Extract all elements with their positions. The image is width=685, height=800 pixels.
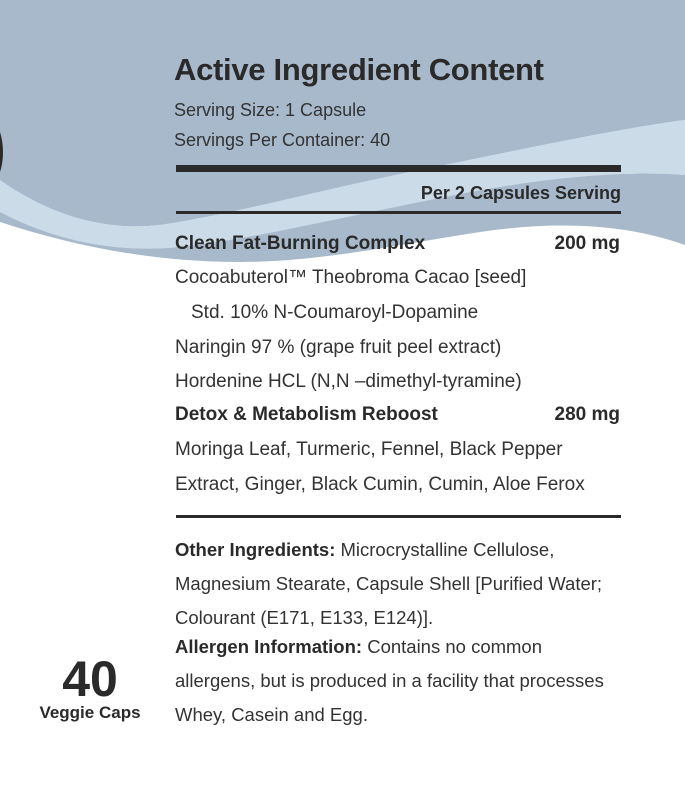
allergen-information [175, 630, 625, 732]
group-name: Clean Fat-Burning Complex [175, 233, 426, 254]
divider-thick [176, 165, 621, 172]
divider [176, 211, 621, 214]
caps-label: Veggie Caps [39, 703, 141, 722]
other-ingredients [175, 533, 625, 635]
other-ingredients-text: Microcrystalline Cellulose, Magnesium Stearate, Capsule Shell [Purified Water; Colourant (E171, E133, E124)]. [175, 539, 603, 628]
ingredient-line: Naringin 97 % (grape fruit peel extract) [175, 337, 502, 358]
divider [176, 515, 621, 518]
ingredient-line: Moringa Leaf, Turmeric, Fennel, Black Pepper [175, 439, 563, 460]
ingredient-line: Std. 10% N-Coumaroyl-Dopamine [191, 302, 479, 323]
other-ingredients-label: Other Ingredients: [175, 539, 336, 560]
column-header: Per 2 Capsules Serving [420, 183, 621, 203]
group-clean-fat-burning [175, 233, 620, 255]
ingredient-line: Cocoabuterol™ Theobroma Cacao [seed] [175, 267, 527, 288]
group-name: Detox & Metabolism Reboost [175, 404, 438, 425]
group-detox-metabolism [175, 404, 620, 426]
page-title: Active Ingredient Content [174, 52, 544, 87]
allergen-text: Contains no common allergens, but is produced in a facility that processes Whey, Casein and Egg. [175, 636, 604, 725]
ingredient-line: Extract, Ginger, Black Cumin, Cumin, Aloe Ferox [175, 474, 585, 495]
serving-size: Serving Size: 1 Capsule [174, 100, 367, 120]
allergen-label: Allergen Information: [175, 636, 363, 657]
group-amount: 200 mg [554, 233, 620, 254]
servings-per-container: Servings Per Container: 40 [174, 130, 391, 150]
group-amount: 280 mg [554, 404, 620, 425]
ingredient-line: Hordenine HCL (N,N –dimethyl-tyramine) [175, 371, 522, 392]
caps-count: 40 [62, 651, 118, 707]
